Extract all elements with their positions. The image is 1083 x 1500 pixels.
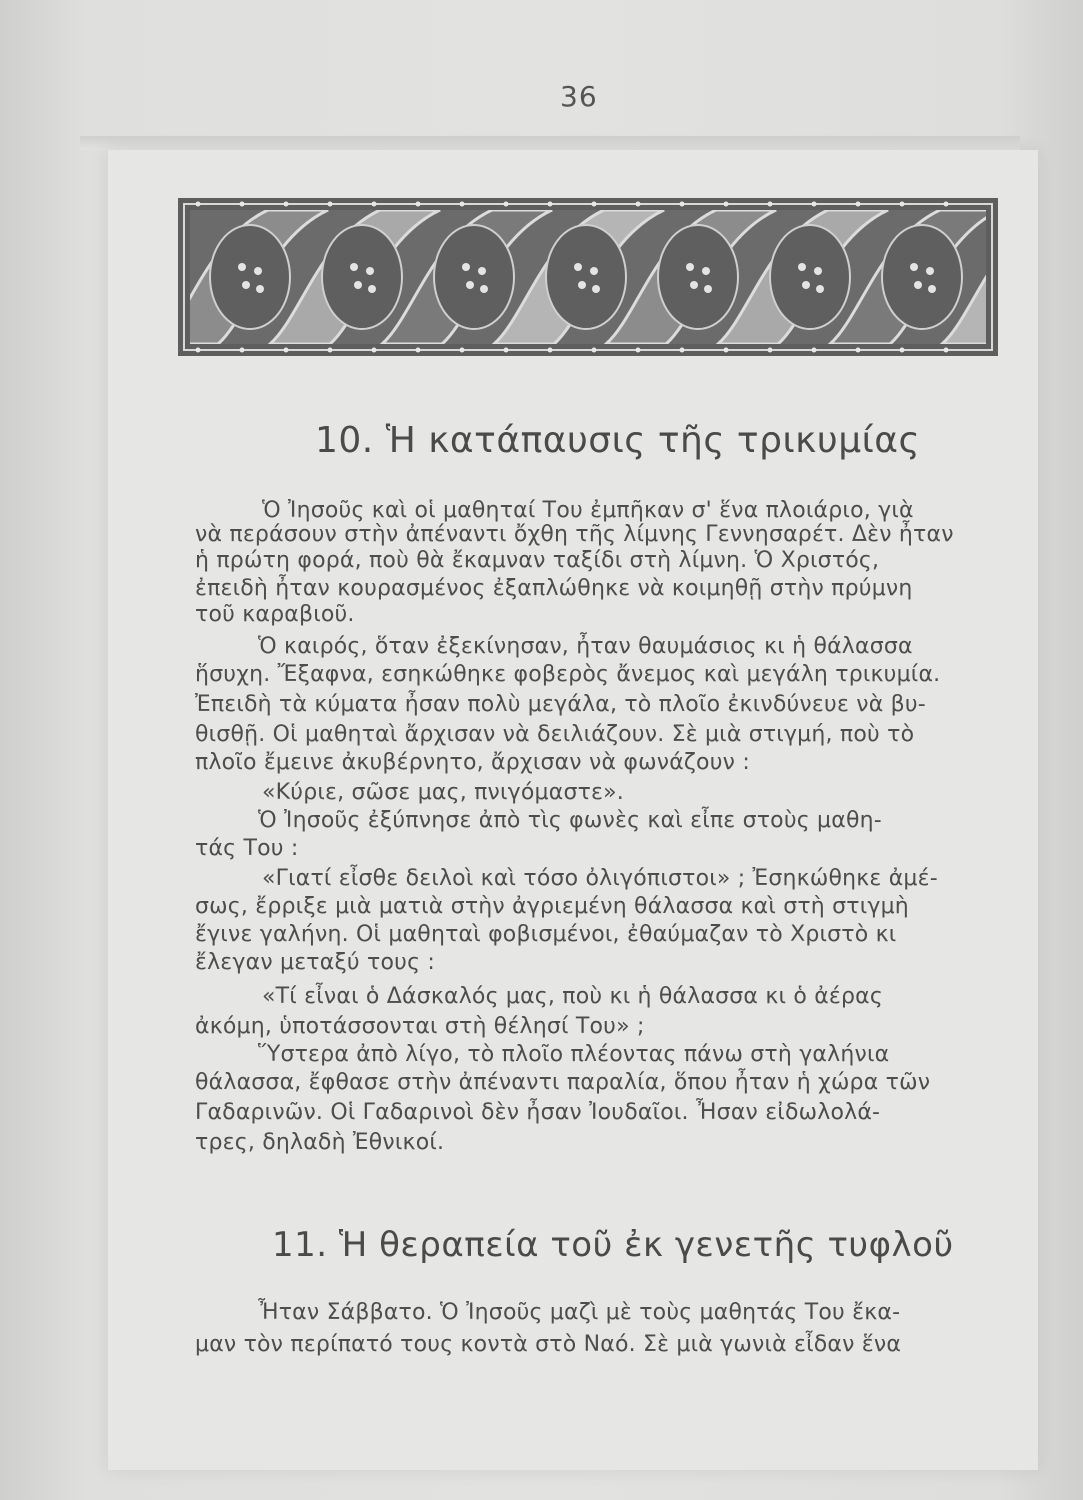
paragraph-line: τοῦ καραβιοῦ. <box>195 602 355 627</box>
paragraph-line: τρες, δηλαδὴ Ἐθνικοί. <box>195 1130 445 1155</box>
paragraph-line: Ἦταν Σάββατο. Ὁ Ἰησοῦς μαζὶ μὲ τοὺς μαθητάς Του ἔκα- <box>258 1300 901 1325</box>
paragraph-line: σως, ἔρριξε μιὰ ματιὰ στὴν ἀγριεμένη θάλασσα καὶ στὴ στιγμὴ <box>195 894 909 919</box>
section-10-title: 10. Ἡ κατάπαυσις τῆς τρικυμίας <box>315 420 921 461</box>
paragraph-line: θάλασσα, ἔφθασε στὴν ἀπέναντι παραλία, ὅπου ἦταν ἡ χώρα τῶν <box>195 1070 931 1095</box>
paragraph-line: ἔγινε γαλήνη. Οἱ μαθηταὶ φοβισμένοι, ἐθαύμαζαν τὸ Χριστὸ κι <box>195 922 897 947</box>
section-11-title: 11. Ἡ θεραπεία τοῦ ἐκ γενετῆς τυφλοῦ <box>272 1225 954 1265</box>
paragraph-line: ἀκόμη, ὑποτάσσονται στὴ θέλησί Του» ; <box>195 1014 645 1039</box>
paragraph-line: ἥσυχη. Ἔξαφνα, εσηκώθηκε φοβερὸς ἄνεμος καὶ μεγάλη τρικυμία. <box>195 662 941 687</box>
paragraph-line: νὰ περάσουν στὴν ἀπέναντι ὄχθη τῆς λίμνης Γεννησαρέτ. Δὲν ἦταν <box>195 522 954 547</box>
paragraph-line: Ὁ Ἰησοῦς ἐξύπνησε ἀπὸ τὶς φωνὲς καὶ εἶπε στοὺς μαθη- <box>258 808 882 833</box>
paragraph-line: Ὁ καιρός, ὅταν ἐξεκίνησαν, ἦταν θαυμάσιος κι ἡ θάλασσα <box>258 634 913 659</box>
paragraph-line: Ὕστερα ἀπὸ λίγο, τὸ πλοῖο πλέοντας πάνω στὴ γαλήνια <box>258 1042 890 1067</box>
paragraph-line: «Κύριε, σῶσε μας, πνιγόμαστε». <box>262 780 624 805</box>
paragraph-line: «Τί εἶναι ὁ Δάσκαλός μας, ποὺ κι ἡ θάλασσα κι ὁ ἀέρας <box>262 984 883 1009</box>
paragraph-line: ἐπειδὴ ἦταν κουρασμένος ἐξαπλώθηκε νὰ κοιμηθῇ στὴν πρύμνη <box>195 576 913 601</box>
paragraph-line: τάς Του : <box>195 836 299 861</box>
paragraph-line: Ἐπειδὴ τὰ κύματα ἦσαν πολὺ μεγάλα, τὸ πλοῖο ἐκινδύνευε νὰ βυ- <box>195 692 926 717</box>
paragraph-line: «Γιατί εἶσθε δειλοὶ καὶ τόσο ὀλιγόπιστοι» ; Ἐσηκώθηκε ἀμέ- <box>262 866 938 891</box>
decorative-wave-ornament <box>178 198 998 356</box>
paragraph-line: Ὁ Ἰησοῦς καὶ οἱ μαθηταί Του ἐμπῆκαν σ' ἕνα πλοιάριο, γιὰ <box>262 498 914 523</box>
paragraph-line: πλοῖο ἔμεινε ἀκυβέρνητο, ἄρχισαν νὰ φωνάζουν : <box>195 750 750 775</box>
paragraph-line: θισθῇ. Οἱ μαθηταὶ ἄρχισαν νὰ δειλιάζουν. Σὲ μιὰ στιγμή, ποὺ τὸ <box>195 722 915 747</box>
page-header-rule <box>80 136 1020 150</box>
paragraph-line: μαν τὸν περίπατό τους κοντὰ στὸ Ναό. Σὲ μιὰ γωνιὰ εἶδαν ἕνα <box>195 1332 902 1357</box>
paragraph-line: Γαδαρινῶν. Οἱ Γαδαρινοὶ δὲν ἦσαν Ἰουδαῖοι. Ἦσαν εἰδωλολά- <box>195 1100 881 1125</box>
paragraph-line: ἡ πρώτη φορά, ποὺ θὰ ἔκαμναν ταξίδι στὴ λίμνη. Ὁ Χριστός, <box>195 548 880 573</box>
page-number: 36 <box>560 80 598 113</box>
paragraph-line: ἔλεγαν μεταξύ τους : <box>195 950 435 975</box>
